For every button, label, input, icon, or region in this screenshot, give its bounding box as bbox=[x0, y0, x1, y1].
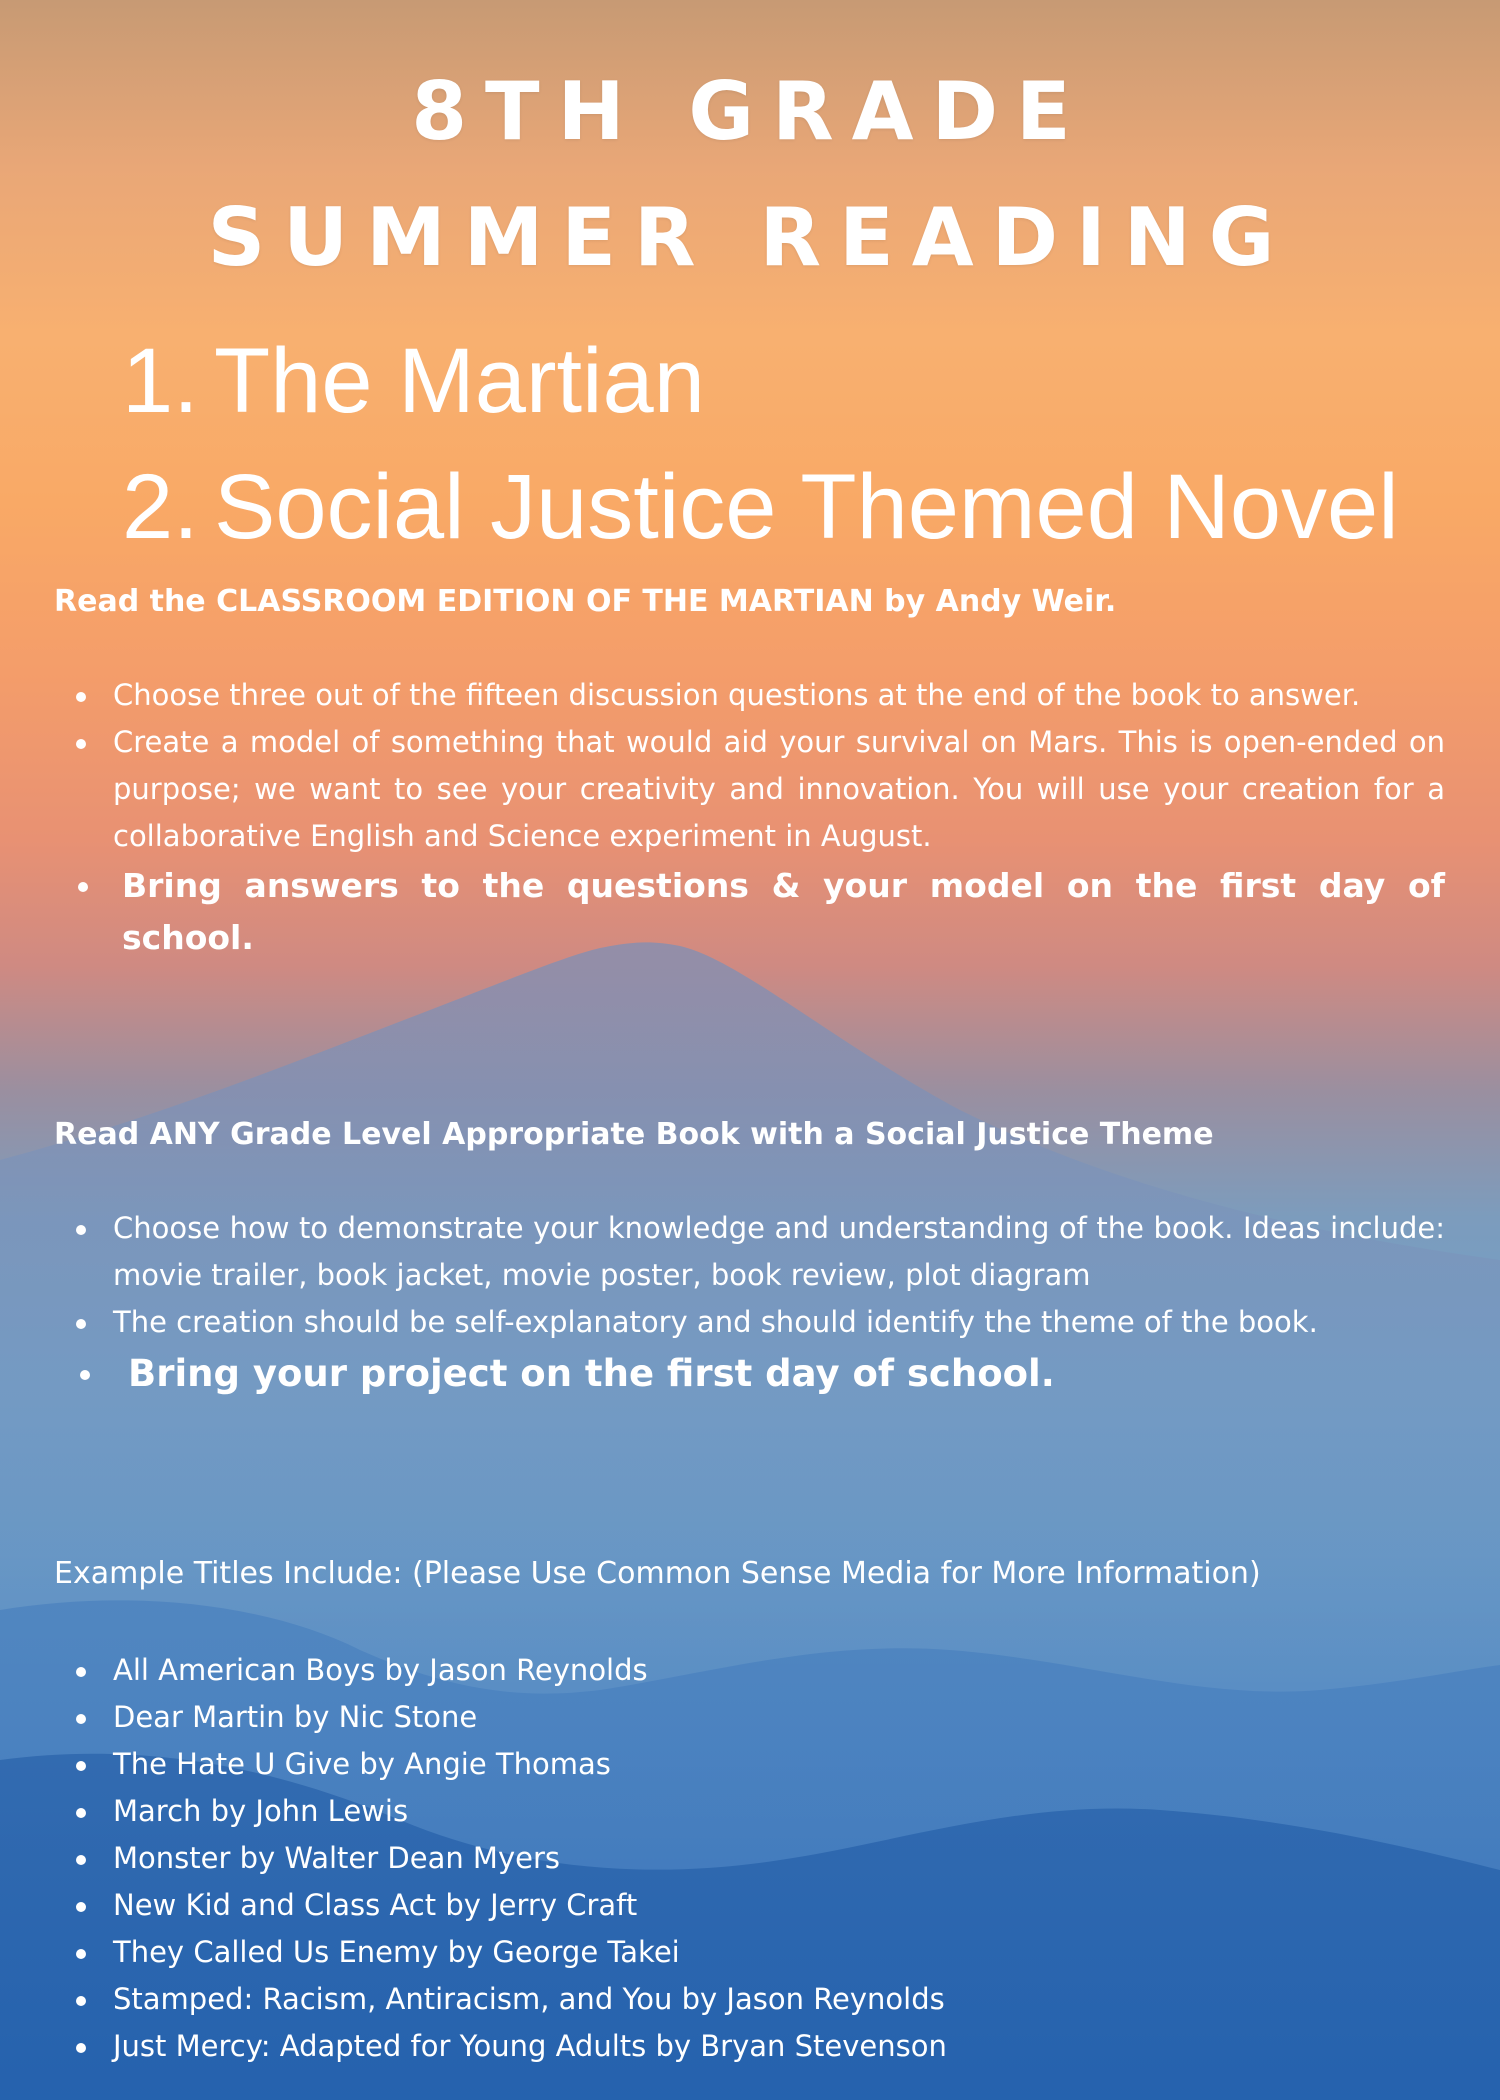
page-title-line-1: 8TH GRADE bbox=[411, 65, 1089, 158]
list-item: Just Mercy: Adapted for Young Adults by Bryan Stevenson bbox=[0, 2023, 1500, 2070]
list-item: Bring answers to the questions & your model on the first day of school. bbox=[0, 860, 1445, 964]
list-item: New Kid and Class Act by Jerry Craft bbox=[0, 1882, 1500, 1929]
list-number: 1. bbox=[122, 330, 199, 432]
list-item: Bring your project on the first day of school. bbox=[0, 1346, 1460, 1402]
list-item: Stamped: Racism, Antiracism, and You by Jason Reynolds bbox=[0, 1976, 1500, 2023]
martian-instructions-list bbox=[0, 672, 1500, 964]
book-title: The Martian bbox=[214, 330, 705, 432]
list-item: The creation should be self-explanatory and should identify the theme of the book. bbox=[0, 1299, 1445, 1346]
list-item: The Hate U Give by Angie Thomas bbox=[0, 1741, 1500, 1788]
required-books-list bbox=[122, 318, 1462, 570]
list-item: March by John Lewis bbox=[0, 1788, 1500, 1835]
book-title: Social Justice Themed Novel bbox=[214, 456, 1399, 558]
list-item: Monster by Walter Dean Myers bbox=[0, 1835, 1500, 1882]
example-titles-intro: Example Titles Include: (Please Use Common Sense Media for More Information) bbox=[54, 1556, 1261, 1591]
list-item: Choose three out of the fifteen discussion questions at the end of the book to answer. bbox=[0, 672, 1445, 719]
list-item bbox=[122, 318, 1462, 444]
social-justice-section-heading: Read ANY Grade Level Appropriate Book with a Social Justice Theme bbox=[54, 1117, 1214, 1152]
list-item: Dear Martin by Nic Stone bbox=[0, 1694, 1500, 1741]
martian-section-heading: Read the CLASSROOM EDITION OF THE MARTIAN by Andy Weir. bbox=[54, 584, 1117, 619]
list-item: They Called Us Enemy by George Takei bbox=[0, 1929, 1500, 1976]
list-item: Choose how to demonstrate your knowledge and understanding of the book. Ideas include: movie trailer, book jacket, movie poster, book review, plot diagram bbox=[0, 1205, 1445, 1299]
list-item: All American Boys by Jason Reynolds bbox=[0, 1647, 1500, 1694]
social-justice-instructions-list bbox=[0, 1205, 1500, 1402]
example-titles-list bbox=[0, 1647, 1500, 2070]
page-title-line-2: SUMMER READING bbox=[207, 191, 1293, 284]
list-item bbox=[122, 444, 1462, 570]
list-item: Create a model of something that would aid your survival on Mars. This is open-ended on purpose; we want to see your creativity and innovation. You will use your creation for a collaborative English and Science experiment in August. bbox=[0, 719, 1445, 860]
list-number: 2. bbox=[122, 456, 199, 558]
